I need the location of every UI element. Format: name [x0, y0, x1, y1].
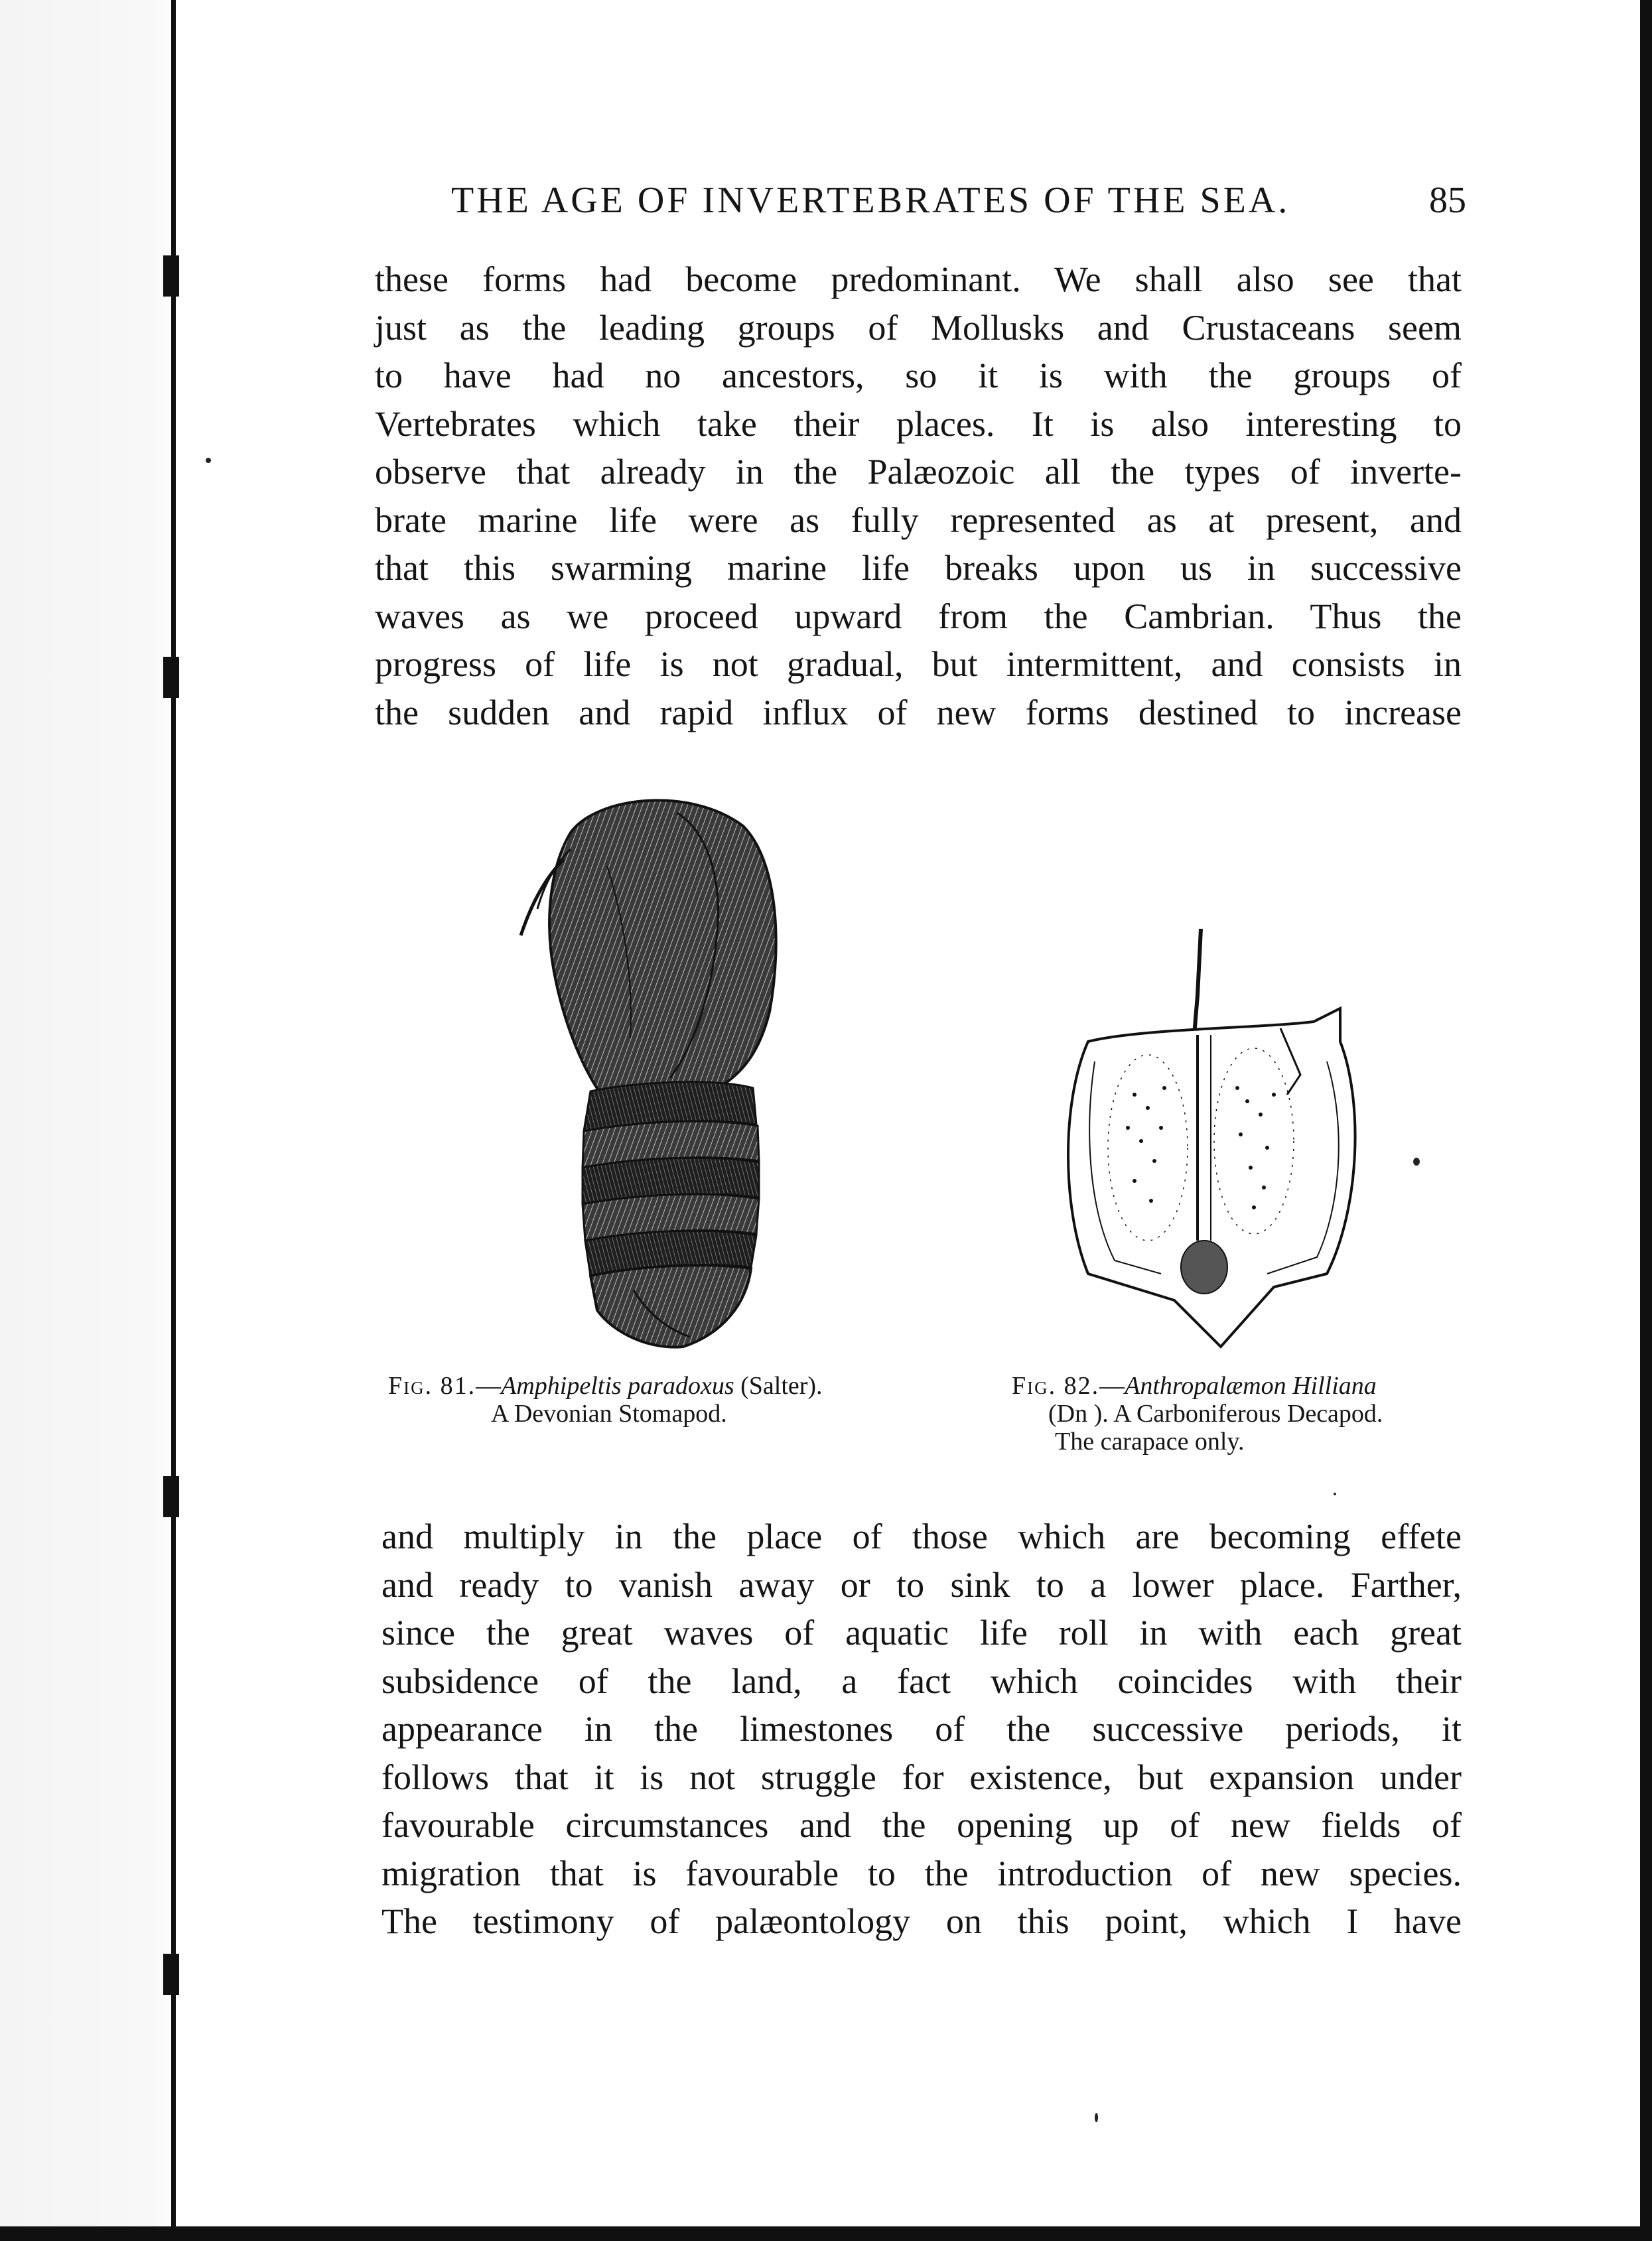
binding-mark	[163, 1954, 179, 1995]
caption-line	[1012, 1372, 1470, 1400]
text-line: these forms had become predominant. We shall also see that	[375, 259, 1462, 299]
binding-mark	[163, 657, 179, 698]
figure-82-caption	[1012, 1372, 1470, 1456]
figure-81-amphipeltis	[491, 786, 790, 1353]
text-line: Vertebrates which take their places. It is also interesting to	[375, 403, 1462, 444]
scan-speck	[1334, 1493, 1336, 1495]
running-head	[451, 179, 1466, 226]
scan-speck	[1095, 2113, 1098, 2122]
text-line: subsidence of the land, a fact which coincides with their	[381, 1661, 1462, 1701]
species-name: Amphipeltis paradoxus	[501, 1372, 734, 1400]
page-right-edge	[1640, 0, 1652, 2241]
running-title: THE AGE OF INVERTEBRATES OF THE SEA.	[451, 180, 1290, 221]
scan-speck	[1413, 1158, 1420, 1166]
figure-label: Fig. 81.	[388, 1372, 476, 1400]
caption-description: A Devonian Stomapod.	[491, 1400, 727, 1428]
species-name: Anthropalæmon Hilliana	[1125, 1372, 1377, 1400]
text-line: observe that already in the Palæozoic all the types of inverte-	[375, 452, 1462, 492]
binding-mark	[163, 1476, 179, 1517]
caption-dash: —	[1099, 1372, 1125, 1400]
text-line: migration that is favourable to the introduction of new species.	[381, 1853, 1462, 1893]
page-number: 85	[1429, 180, 1466, 221]
page-left-margin	[0, 0, 178, 2241]
text-line: favourable circumstances and the opening up of new fields of	[381, 1805, 1462, 1845]
scan-speck	[206, 458, 211, 463]
paragraph-bottom	[381, 1513, 1462, 1946]
text-line: the sudden and rapid influx of new forms destined to increase	[375, 692, 1462, 732]
text-line: brate marine life were as fully represented as at present, and	[375, 500, 1462, 540]
paragraph-top	[375, 255, 1462, 736]
text-line: to have had no ancestors, so it is with the groups of	[375, 356, 1462, 395]
caption-note: The carapace only.	[1055, 1428, 1245, 1456]
figure-81-caption	[388, 1372, 919, 1428]
figure-label: Fig. 82.	[1012, 1372, 1100, 1400]
caption-description: (Dn ). A Carboniferous Decapod.	[1048, 1400, 1383, 1428]
text-line: appearance in the limestones of the successive periods, it	[381, 1709, 1462, 1749]
page-bottom-edge	[0, 2226, 1652, 2241]
text-line: that this swarming marine life breaks upon us in successive	[375, 548, 1462, 588]
text-line: and multiply in the place of those which are becoming effete	[381, 1517, 1462, 1556]
text-line: and ready to vanish away or to sink to a lower place. Farther,	[381, 1564, 1462, 1605]
caption-line	[388, 1372, 919, 1400]
binding-edge	[171, 0, 176, 2241]
text-line: The testimony of palæontology on this point, which I have	[381, 1901, 1462, 1941]
text-line: just as the leading groups of Mollusks and Crustaceans seem	[375, 307, 1462, 348]
text-line: follows that it is not struggle for existence, but expansion under	[381, 1757, 1462, 1797]
author-name: (Salter).	[740, 1372, 823, 1400]
binding-mark	[163, 255, 179, 297]
text-line: progress of life is not gradual, but intermittent, and consists in	[375, 644, 1462, 684]
text-line: since the great waves of aquatic life roll in with each great	[381, 1613, 1462, 1653]
text-line: waves as we proceed upward from the Cambrian. Thus the	[375, 596, 1462, 636]
figure-82-anthropalaemon	[1062, 929, 1367, 1360]
caption-dash: —	[476, 1372, 502, 1400]
